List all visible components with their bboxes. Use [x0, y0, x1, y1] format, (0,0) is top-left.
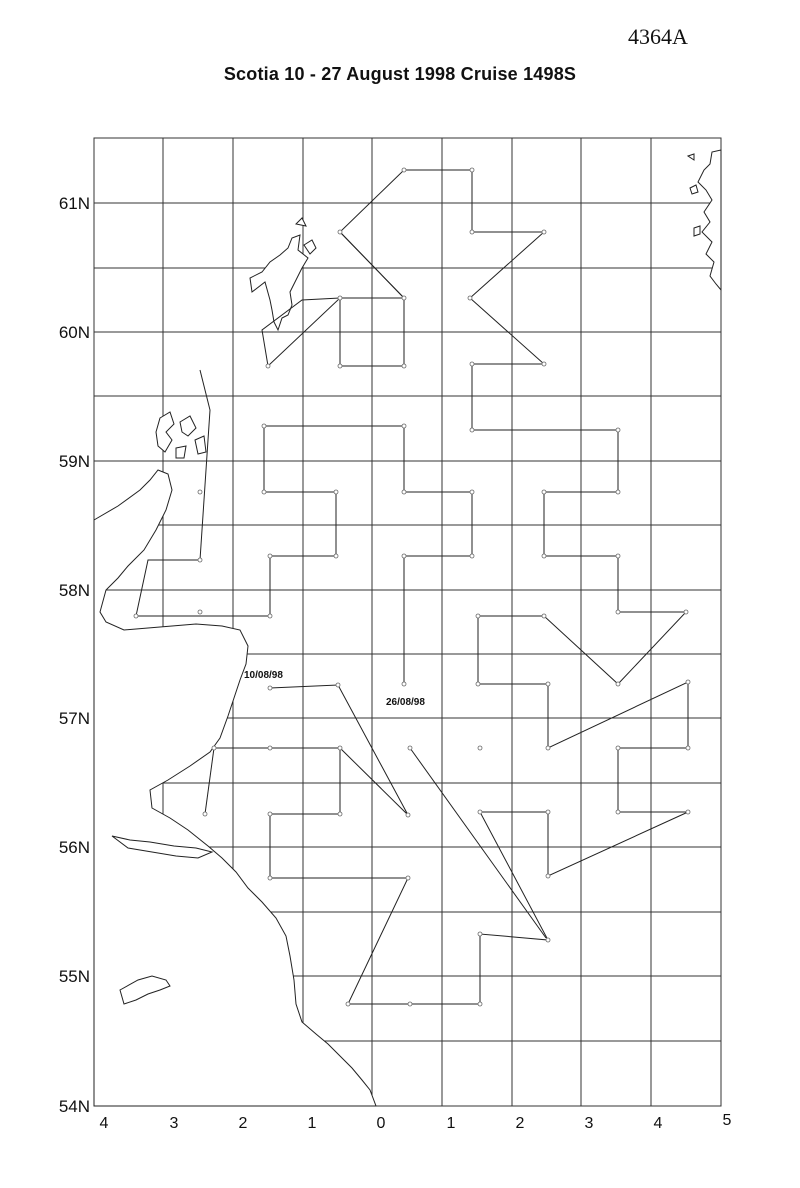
station-marker [406, 813, 410, 817]
lon-label-5e: 5 [722, 1112, 732, 1129]
map-title: Scotia 10 - 27 August 1998 Cruise 1498S [223, 64, 577, 84]
shetland-islet [304, 240, 316, 254]
station-marker [616, 490, 620, 494]
lon-label-1e: 1 [446, 1115, 456, 1132]
lon-label-0: 0 [376, 1115, 386, 1132]
station-marker [470, 230, 474, 234]
station-marker [542, 614, 546, 618]
station-marker [268, 554, 272, 558]
britain-mainland [94, 470, 376, 1106]
station-marker [470, 168, 474, 172]
lon-label-2e: 2 [515, 1115, 525, 1132]
station-marker [470, 362, 474, 366]
station-marker [616, 554, 620, 558]
station-marker [686, 746, 690, 750]
end-date-label: 26/08/98 [386, 697, 425, 708]
station-marker [134, 614, 138, 618]
orkney-islands [156, 412, 174, 452]
station-marker [402, 490, 406, 494]
station-marker [470, 490, 474, 494]
cruise-track-line [410, 748, 546, 938]
lat-label-57n: 57N [58, 709, 90, 728]
station-marker [268, 614, 272, 618]
station-marker [338, 230, 342, 234]
station-marker [402, 554, 406, 558]
lon-label-1w: 1 [307, 1115, 317, 1132]
station-marker [684, 610, 688, 614]
norway-islet [690, 185, 698, 194]
station-marker [338, 812, 342, 816]
lon-label-3w: 3 [169, 1115, 179, 1132]
lat-label-58n: 58N [58, 581, 90, 600]
station-marker [478, 1002, 482, 1006]
station-marker [346, 1002, 350, 1006]
station-marker [336, 683, 340, 687]
station-marker [476, 614, 480, 618]
station-marker [402, 168, 406, 172]
orkney-islet [180, 416, 196, 436]
document-id: 4364A [628, 24, 688, 49]
lat-label-59n: 59N [58, 452, 90, 471]
lat-label-55n: 55N [58, 967, 90, 986]
station-marker [542, 362, 546, 366]
station-marker [616, 810, 620, 814]
norway-islet [694, 226, 700, 236]
station-marker [542, 230, 546, 234]
lon-label-4e: 4 [653, 1115, 663, 1132]
station-marker [334, 490, 338, 494]
station-marker [616, 682, 620, 686]
start-date-label: 10/08/98 [244, 670, 283, 681]
station-marker [262, 424, 266, 428]
lon-label-4w: 4 [99, 1115, 109, 1132]
station-marker [198, 558, 202, 562]
station-marker [338, 364, 342, 368]
station-marker [686, 810, 690, 814]
longitude-labels [100, 1112, 732, 1132]
cruise-track-line [262, 170, 688, 1004]
lat-label-56n: 56N [58, 838, 90, 857]
norway-coast [698, 150, 721, 290]
station-marker [338, 296, 342, 300]
shetland-islet [296, 218, 306, 226]
lat-label-60n: 60N [58, 323, 90, 342]
lat-label-54n: 54N [58, 1097, 90, 1116]
shetland-islands [250, 235, 308, 330]
station-marker [203, 812, 207, 816]
station-marker [268, 746, 272, 750]
station-marker [338, 746, 342, 750]
coastline [94, 150, 721, 1106]
station-marker [616, 428, 620, 432]
cruise-track-line [205, 748, 214, 814]
station-marker [268, 686, 272, 690]
orkney-islet [195, 436, 206, 454]
station-marker [266, 364, 270, 368]
station-marker [616, 610, 620, 614]
station-marker [268, 812, 272, 816]
norway-islet [688, 154, 694, 160]
station-marker [546, 746, 550, 750]
station-marker [212, 746, 216, 750]
lon-label-3e: 3 [584, 1115, 594, 1132]
station-marker [478, 746, 482, 750]
station-marker [334, 554, 338, 558]
station-marker [470, 428, 474, 432]
station-marker [478, 932, 482, 936]
station-marker [402, 682, 406, 686]
station-marker [408, 1002, 412, 1006]
station-marker [546, 810, 550, 814]
station-marker [470, 554, 474, 558]
lat-label-61n: 61N [58, 194, 90, 213]
station-marker [406, 876, 410, 880]
station-marker [402, 364, 406, 368]
station-marker [198, 490, 202, 494]
orkney-islet [176, 446, 186, 458]
latitude-labels [59, 194, 90, 1116]
station-marker [268, 876, 272, 880]
station-marker [476, 682, 480, 686]
station-marker [402, 296, 406, 300]
station-marker [262, 490, 266, 494]
station-marker [686, 680, 690, 684]
station-marker [542, 490, 546, 494]
station-marker [546, 682, 550, 686]
station-marker [546, 874, 550, 878]
station-marker [468, 296, 472, 300]
station-marker [478, 810, 482, 814]
station-marker [408, 746, 412, 750]
station-marker [546, 938, 550, 942]
lon-label-2w: 2 [238, 1115, 248, 1132]
station-marker [402, 424, 406, 428]
station-marker [542, 554, 546, 558]
station-marker [198, 610, 202, 614]
station-marker [616, 746, 620, 750]
